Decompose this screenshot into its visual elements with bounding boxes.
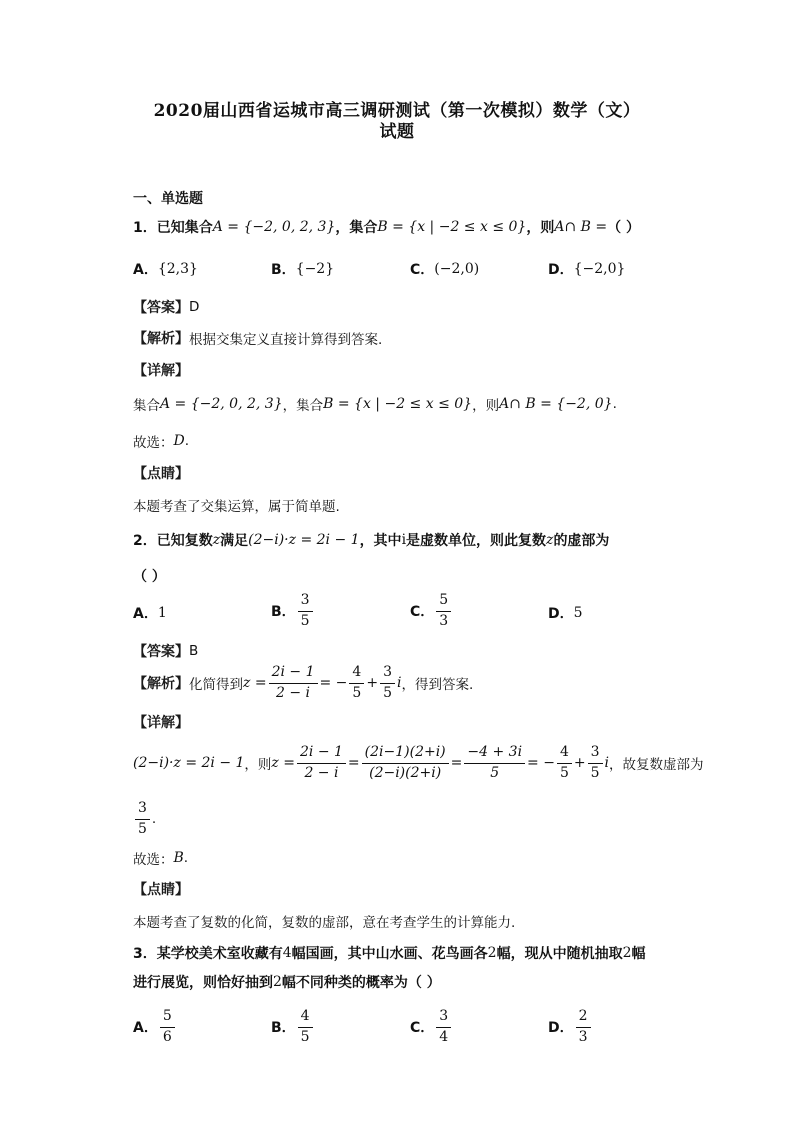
q1-detail-set-b: B = {x | −2 ≤ x ≤ 0} (323, 396, 473, 412)
q2-answer (133, 641, 198, 661)
page-title-line2: 试题 (379, 122, 415, 142)
q3-n2c: 2 (273, 974, 282, 990)
q1-choose-label: 故选： (133, 435, 174, 451)
q3-text-e: 进行展览，则恰好抽到 (133, 975, 273, 991)
q1-detail-set-a: A = {−2, 0, 2, 3} (160, 396, 283, 412)
q3-text-b: 幅国画，其中山水画、花鸟画各 (291, 946, 488, 962)
q2-analysis-frac-2: $\frac{4}{5}$ (349, 664, 364, 702)
q2-analysis-z: z = (243, 675, 267, 691)
q1-analysis-text: 根据交集定义直接计算得到答案. (189, 332, 383, 348)
q2-analysis-text-a: 化简得到 (189, 677, 243, 693)
q3-stem-line2 (133, 972, 441, 992)
q2-detail-frac-3: $\frac{-4 + 3i}{5}$ (464, 744, 525, 782)
q2-option-a-label: A． (133, 606, 158, 622)
q2-detail-i: i (604, 755, 610, 771)
q1-set-b: B = {x | −2 ≤ x ≤ 0} (377, 219, 527, 235)
q2-detail-eq-3: = − (527, 755, 555, 771)
q2-stem-text-c: ，其中 (359, 533, 402, 549)
q2-i: i (401, 532, 407, 548)
q1-detail-text-c: ，则 (472, 398, 500, 414)
q2-analysis-text-b: ，得到答案. (401, 677, 474, 693)
q2-z-2: z (546, 532, 554, 548)
q2-detail-tail: ，故复数虚部为 (609, 757, 704, 773)
q2-option-a (133, 603, 167, 623)
q1-paren: （ ） (607, 220, 640, 236)
q2-analysis-tag: 【解析】 (133, 676, 189, 692)
q3-option-a-label: A． (133, 1020, 158, 1036)
q3-option-c-label: C． (410, 1020, 435, 1036)
q3-n2b: 2 (622, 945, 632, 961)
q2-analysis-frac-1: $\frac{2i - 1}{2 - i}$ (269, 664, 318, 702)
q2-detail (133, 744, 704, 782)
q2-z: z (212, 532, 221, 548)
q1-choose-value: D (173, 433, 185, 449)
q1-option-b-value: {−2} (295, 261, 335, 277)
q2-detail-tag: 【详解】 (133, 715, 189, 731)
q2-choose-value: B (173, 850, 184, 866)
q2-stem-text-b: 满足 (220, 533, 249, 549)
q3-option-d (548, 1008, 593, 1046)
q2-detail-eq-1: = (347, 755, 360, 771)
q2-detail-lhs: (2−i)·z = 2i − 1 (133, 755, 245, 771)
q1-answer-value: D (189, 299, 200, 315)
q3-number: 3． (133, 946, 157, 962)
q1-expr: A∩ B = (554, 219, 608, 235)
q1-option-d-label: D． (548, 262, 574, 278)
q1-stem-text-b: ，集合 (335, 220, 378, 236)
q2-detail-end: . (151, 811, 157, 827)
q3-text-d: 幅 (631, 946, 646, 962)
q3-option-c (410, 1008, 453, 1046)
q2-option-a-value: 1 (157, 605, 167, 621)
q3-option-d-label: D． (548, 1020, 574, 1036)
q3-text-a: 某学校美术室收藏有 (156, 946, 283, 962)
q1-analysis (133, 328, 382, 348)
q1-option-a (133, 259, 198, 279)
q1-detail-text-a: 集合 (133, 398, 160, 414)
q3-text-f: 幅不同种类的概率为 (281, 975, 408, 991)
q2-choose-label: 故选： (133, 852, 174, 868)
q1-comment-tag: 【点睛】 (133, 466, 189, 482)
q1-option-c-label: C． (410, 262, 435, 278)
q3-paren: （ ） (407, 975, 441, 991)
q1-option-c-value: (−2,0) (434, 261, 480, 277)
q2-detail-frac-1: $\frac{2i - 1}{2 - i}$ (297, 744, 346, 782)
q2-choose: 故选： B . (133, 850, 189, 868)
q3-option-b (271, 1008, 315, 1046)
q2-detail-eq-2: = (450, 755, 463, 771)
q2-analysis-frac-3: $\frac{3}{5}$ (380, 664, 395, 702)
q2-analysis-i: i (397, 675, 402, 691)
q2-comment-text: 本题考查了复数的化简，复数的虚部，意在考查学生的计算能力. (133, 915, 516, 931)
q1-detail-result: A∩ B = {−2, 0} (499, 396, 613, 412)
q2-comment-tag: 【点睛】 (133, 882, 189, 898)
q3-n4: 4 (282, 945, 292, 961)
q1-comment-text: 本题考查了交集运算，属于简单题. (133, 499, 340, 515)
q1-stem (133, 217, 640, 237)
q2-detail-then: ，则 (244, 757, 272, 773)
q1-stem-text-a: 已知集合 (156, 220, 213, 236)
q2-number: 2． (133, 533, 157, 549)
q2-option-b-fraction: $\frac{3}{5}$ (298, 592, 313, 630)
q1-answer-tag: 【答案】 (133, 300, 189, 316)
q2-equation: (2−i)·z = 2i − 1 (248, 532, 360, 548)
q2-stem-text-e: 的虚部为 (553, 533, 610, 549)
q2-option-c-label: C． (410, 604, 435, 620)
q2-option-d (548, 603, 583, 623)
q2-detail-frac-2: $\frac{(2i-1)(2+i)}{(2-i)(2+i)}$ (362, 744, 449, 782)
q3-option-c-fraction: $\frac{3}{4}$ (436, 1008, 451, 1046)
q2-analysis (133, 664, 473, 702)
q2-paren: （ ） (133, 569, 166, 585)
q1-option-d-value: {−2,0} (573, 261, 626, 277)
q2-stem-text-d: 是虚数单位，则此复数 (406, 533, 547, 549)
q2-option-c-fraction: $\frac{5}{3}$ (436, 592, 451, 630)
q2-stem (133, 530, 609, 550)
q2-option-b (271, 592, 315, 630)
q2-stem-text-a: 已知复数 (156, 533, 213, 549)
q1-detail-tag: 【详解】 (133, 363, 189, 379)
q1-option-c (410, 259, 479, 279)
q1-choose: 故选： D . (133, 433, 190, 451)
q3-option-d-fraction: $\frac{2}{3}$ (576, 1008, 591, 1046)
q3-option-b-fraction: $\frac{4}{5}$ (298, 1008, 313, 1046)
q2-detail-frac-5: $\frac{3}{5}$ (588, 744, 603, 782)
q3-option-a (133, 1008, 177, 1046)
q2-option-d-label: D． (548, 606, 574, 622)
section-heading: 一、单选题 (133, 191, 203, 207)
q2-answer-tag: 【答案】 (133, 644, 189, 660)
q2-option-b-label: B． (271, 604, 296, 620)
q1-option-b (271, 259, 334, 279)
q1-option-d (548, 259, 625, 279)
q1-detail-text-b: ，集合 (282, 398, 324, 414)
q3-option-b-label: B． (271, 1020, 296, 1036)
q2-option-d-value: 5 (573, 605, 583, 621)
q2-option-c (410, 592, 453, 630)
q1-detail (133, 394, 617, 414)
q3-n2a: 2 (487, 945, 497, 961)
q2-answer-value: B (189, 643, 199, 659)
q1-detail-end: . (612, 396, 617, 412)
q2-detail-frac-4: $\frac{4}{5}$ (557, 744, 572, 782)
q3-option-a-fraction: $\frac{5}{6}$ (160, 1008, 175, 1046)
q1-answer (133, 297, 199, 317)
q3-text-c: 幅，现从中随机抽取 (496, 946, 623, 962)
q2-detail-result (133, 800, 156, 838)
q2-detail-z: z = (271, 755, 295, 771)
q1-option-a-label: A． (133, 262, 158, 278)
q1-set-a: A = {−2, 0, 2, 3} (212, 219, 336, 235)
page-title: 2020届山西省运城市高三调研测试（第一次模拟）数学（文） (153, 101, 641, 121)
q1-stem-text-c: ，则 (526, 220, 555, 236)
q2-analysis-eq: = − (319, 675, 348, 691)
q1-option-b-label: B． (271, 262, 296, 278)
q1-option-a-value: {2,3} (157, 261, 198, 277)
q1-number: 1． (133, 220, 157, 236)
q3-stem-line1 (133, 943, 646, 963)
q2-detail-frac-6: $\frac{3}{5}$ (135, 800, 150, 838)
q1-analysis-tag: 【解析】 (133, 331, 189, 347)
q2-analysis-plus: + (366, 675, 379, 691)
q2-detail-plus: + (573, 755, 586, 771)
